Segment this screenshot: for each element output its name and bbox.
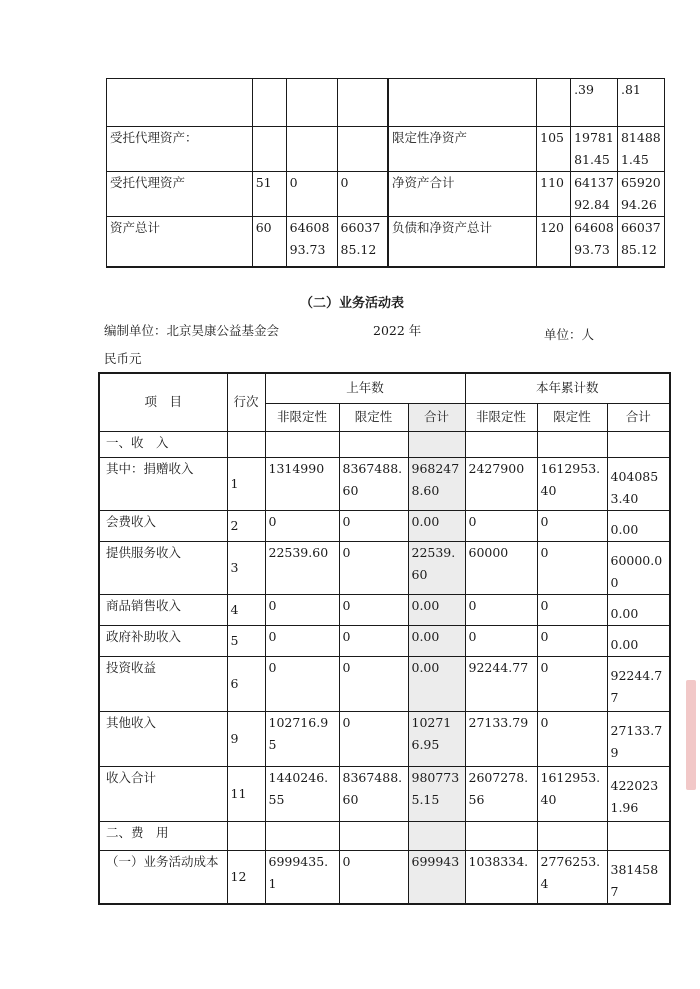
balance-cell-right-line bbox=[537, 79, 571, 127]
balance-cell-left-label bbox=[107, 79, 253, 127]
activity-cell-prev-unrestricted: 1314990 bbox=[265, 457, 339, 510]
balance-cell-left-label: 资产总计 bbox=[107, 217, 253, 267]
activity-cell-curr-total: 0.00 bbox=[607, 510, 670, 541]
activity-item: 政府补助收入 bbox=[99, 625, 227, 656]
activity-cell-prev-unrestricted: 0 bbox=[265, 594, 339, 625]
activity-row bbox=[99, 850, 670, 904]
balance-cell-right-begin: 6460893.73 bbox=[571, 217, 618, 267]
balance-cell-right-end: 6592094.26 bbox=[617, 172, 664, 217]
activity-item: 投资收益 bbox=[99, 656, 227, 711]
header-prev-year: 上年数 bbox=[265, 373, 465, 403]
activity-cell-prev-restricted: 0 bbox=[339, 541, 408, 594]
section-title: （二）业务活动表 bbox=[300, 296, 405, 311]
header-curr-restricted: 限定性 bbox=[537, 403, 607, 431]
activity-row bbox=[99, 431, 670, 457]
activity-cell-curr-restricted: 0 bbox=[537, 625, 607, 656]
header-curr-total: 合计 bbox=[607, 403, 670, 431]
activity-row bbox=[99, 541, 670, 594]
activity-cell-curr-restricted: 0 bbox=[537, 656, 607, 711]
activity-cell-prev-unrestricted: 0 bbox=[265, 510, 339, 541]
activity-line-no: 5 bbox=[227, 625, 265, 656]
activity-item: 其他收入 bbox=[99, 711, 227, 766]
activity-line-no bbox=[227, 431, 265, 457]
activity-cell-curr-restricted bbox=[537, 821, 607, 850]
activity-cell-prev-total: 0.00 bbox=[408, 656, 465, 711]
activity-cell-curr-unrestricted: 0 bbox=[465, 594, 537, 625]
activity-item: 一、收 入 bbox=[99, 431, 227, 457]
currency-unit: 单位：人 bbox=[544, 327, 595, 342]
activity-line-no: 4 bbox=[227, 594, 265, 625]
activity-item: 提供服务收入 bbox=[99, 541, 227, 594]
activity-cell-curr-restricted: 2776253.4 bbox=[537, 850, 607, 904]
header-prev-total: 合计 bbox=[408, 403, 465, 431]
report-year: 2022 年 bbox=[373, 323, 422, 338]
activity-item: 收入合计 bbox=[99, 766, 227, 821]
activity-cell-curr-total: 92244.77 bbox=[607, 656, 670, 711]
activity-cell-prev-restricted: 8367488.60 bbox=[339, 457, 408, 510]
balance-cell-right-line: 105 bbox=[537, 127, 571, 172]
header-curr-unrestricted: 非限定性 bbox=[465, 403, 537, 431]
activity-line-no: 11 bbox=[227, 766, 265, 821]
activity-cell-curr-unrestricted: 2607278.56 bbox=[465, 766, 537, 821]
balance-cell-left-label: 受托代理资产： bbox=[107, 127, 253, 172]
activity-cell-prev-total: 9682478.60 bbox=[408, 457, 465, 510]
activity-cell-prev-total bbox=[408, 431, 465, 457]
activity-cell-prev-unrestricted bbox=[265, 431, 339, 457]
activity-cell-curr-restricted: 0 bbox=[537, 594, 607, 625]
balance-cell-right-label: 限定性净资产 bbox=[388, 127, 537, 172]
seal-stamp-edge bbox=[686, 680, 696, 790]
activity-cell-curr-total: 60000.00 bbox=[607, 541, 670, 594]
activity-item: 二、费 用 bbox=[99, 821, 227, 850]
activity-cell-prev-restricted: 0 bbox=[339, 711, 408, 766]
activity-cell-prev-total: 22539.60 bbox=[408, 541, 465, 594]
activity-row bbox=[99, 821, 670, 850]
balance-cell-right-end: .81 bbox=[617, 79, 664, 127]
balance-cell-right-end: 6603785.12 bbox=[617, 217, 664, 267]
activity-line-no: 1 bbox=[227, 457, 265, 510]
balance-cell-left-line: 60 bbox=[252, 217, 286, 267]
activity-cell-curr-unrestricted bbox=[465, 821, 537, 850]
balance-cell-right-begin: .39 bbox=[571, 79, 618, 127]
balance-cell-left-begin bbox=[286, 79, 337, 127]
balance-cell-left-line bbox=[252, 79, 286, 127]
activity-row bbox=[99, 625, 670, 656]
activity-cell-curr-restricted: 0 bbox=[537, 541, 607, 594]
activity-cell-curr-restricted: 0 bbox=[537, 510, 607, 541]
activity-cell-prev-total: 0.00 bbox=[408, 594, 465, 625]
balance-cell-left-end: 6603785.12 bbox=[337, 217, 388, 267]
activity-cell-curr-total bbox=[607, 821, 670, 850]
balance-cell-left-end: 0 bbox=[337, 172, 388, 217]
activity-cell-prev-restricted bbox=[339, 821, 408, 850]
activity-cell-prev-restricted: 0 bbox=[339, 594, 408, 625]
activity-cell-curr-unrestricted: 1038334. bbox=[465, 850, 537, 904]
activity-cell-curr-total: 3814587 bbox=[607, 850, 670, 904]
activity-cell-curr-unrestricted: 92244.77 bbox=[465, 656, 537, 711]
activity-cell-prev-restricted: 8367488.60 bbox=[339, 766, 408, 821]
balance-cell-right-end: 814881.45 bbox=[617, 127, 664, 172]
activity-item: （一）业务活动成本 bbox=[99, 850, 227, 904]
activity-cell-curr-unrestricted: 0 bbox=[465, 510, 537, 541]
activity-item: 其中：捐赠收入 bbox=[99, 457, 227, 510]
activity-cell-prev-total: 9807735.15 bbox=[408, 766, 465, 821]
activity-row bbox=[99, 656, 670, 711]
activity-cell-prev-unrestricted: 102716.95 bbox=[265, 711, 339, 766]
activity-cell-prev-total: 699943 bbox=[408, 850, 465, 904]
header-line: 行次 bbox=[227, 373, 265, 431]
activity-row bbox=[99, 711, 670, 766]
activity-cell-prev-unrestricted: 1440246.55 bbox=[265, 766, 339, 821]
balance-row bbox=[107, 172, 665, 217]
activity-row bbox=[99, 510, 670, 541]
activity-row bbox=[99, 457, 670, 510]
activity-cell-curr-unrestricted: 27133.79 bbox=[465, 711, 537, 766]
balance-cell-left-begin: 0 bbox=[286, 172, 337, 217]
activity-cell-curr-total: 4220231.96 bbox=[607, 766, 670, 821]
activity-cell-prev-restricted: 0 bbox=[339, 656, 408, 711]
balance-cell-left-end bbox=[337, 79, 388, 127]
balance-row bbox=[107, 217, 665, 267]
compiling-unit: 编制单位：北京昊康公益基金会 bbox=[104, 323, 280, 338]
activity-cell-prev-unrestricted: 6999435.1 bbox=[265, 850, 339, 904]
activity-line-no bbox=[227, 821, 265, 850]
balance-cell-right-label: 负债和净资产总计 bbox=[388, 217, 537, 267]
balance-cell-right-label bbox=[388, 79, 537, 127]
activity-cell-prev-total: 0.00 bbox=[408, 510, 465, 541]
header-item: 项 目 bbox=[99, 373, 227, 431]
activity-cell-prev-total bbox=[408, 821, 465, 850]
activity-cell-curr-total: 27133.79 bbox=[607, 711, 670, 766]
balance-cell-right-begin: 1978181.45 bbox=[571, 127, 618, 172]
activity-cell-curr-unrestricted: 2427900 bbox=[465, 457, 537, 510]
activity-cell-prev-unrestricted: 0 bbox=[265, 656, 339, 711]
balance-row bbox=[107, 79, 665, 127]
balance-cell-right-begin: 6413792.84 bbox=[571, 172, 618, 217]
activity-cell-prev-total: 0.00 bbox=[408, 625, 465, 656]
balance-cell-right-line: 110 bbox=[537, 172, 571, 217]
activity-line-no: 9 bbox=[227, 711, 265, 766]
activity-item: 会费收入 bbox=[99, 510, 227, 541]
activity-cell-curr-total: 4040853.40 bbox=[607, 457, 670, 510]
activity-cell-prev-restricted: 0 bbox=[339, 850, 408, 904]
header-prev-restricted: 限定性 bbox=[339, 403, 408, 431]
balance-cell-left-label: 受托代理资产 bbox=[107, 172, 253, 217]
header-curr-year: 本年累计数 bbox=[465, 373, 670, 403]
activity-cell-curr-total: 0.00 bbox=[607, 594, 670, 625]
activity-cell-curr-unrestricted bbox=[465, 431, 537, 457]
activity-line-no: 6 bbox=[227, 656, 265, 711]
activity-cell-prev-total: 102716.95 bbox=[408, 711, 465, 766]
activity-cell-curr-unrestricted: 0 bbox=[465, 625, 537, 656]
activity-item: 商品销售收入 bbox=[99, 594, 227, 625]
balance-cell-left-begin: 6460893.73 bbox=[286, 217, 337, 267]
activity-table bbox=[98, 372, 671, 905]
activity-cell-curr-restricted bbox=[537, 431, 607, 457]
balance-cell-left-line bbox=[252, 127, 286, 172]
activity-line-no: 12 bbox=[227, 850, 265, 904]
activity-cell-curr-total: 0.00 bbox=[607, 625, 670, 656]
activity-cell-prev-unrestricted bbox=[265, 821, 339, 850]
activity-cell-prev-unrestricted: 22539.60 bbox=[265, 541, 339, 594]
activity-row bbox=[99, 766, 670, 821]
activity-cell-prev-restricted: 0 bbox=[339, 510, 408, 541]
balance-cell-left-line: 51 bbox=[252, 172, 286, 217]
balance-cell-right-label: 净资产合计 bbox=[388, 172, 537, 217]
header-prev-unrestricted: 非限定性 bbox=[265, 403, 339, 431]
balance-sheet-table bbox=[106, 78, 665, 268]
activity-row bbox=[99, 594, 670, 625]
balance-cell-left-begin bbox=[286, 127, 337, 172]
activity-line-no: 2 bbox=[227, 510, 265, 541]
activity-cell-curr-restricted: 0 bbox=[537, 711, 607, 766]
activity-line-no: 3 bbox=[227, 541, 265, 594]
activity-cell-prev-restricted bbox=[339, 431, 408, 457]
activity-cell-prev-restricted: 0 bbox=[339, 625, 408, 656]
balance-cell-right-line: 120 bbox=[537, 217, 571, 267]
balance-cell-left-end bbox=[337, 127, 388, 172]
activity-cell-curr-restricted: 1612953.40 bbox=[537, 766, 607, 821]
activity-cell-curr-total bbox=[607, 431, 670, 457]
activity-cell-prev-unrestricted: 0 bbox=[265, 625, 339, 656]
activity-cell-curr-unrestricted: 60000 bbox=[465, 541, 537, 594]
activity-cell-curr-restricted: 1612953.40 bbox=[537, 457, 607, 510]
balance-row bbox=[107, 127, 665, 172]
currency-unit-cont: 民币元 bbox=[104, 351, 142, 366]
